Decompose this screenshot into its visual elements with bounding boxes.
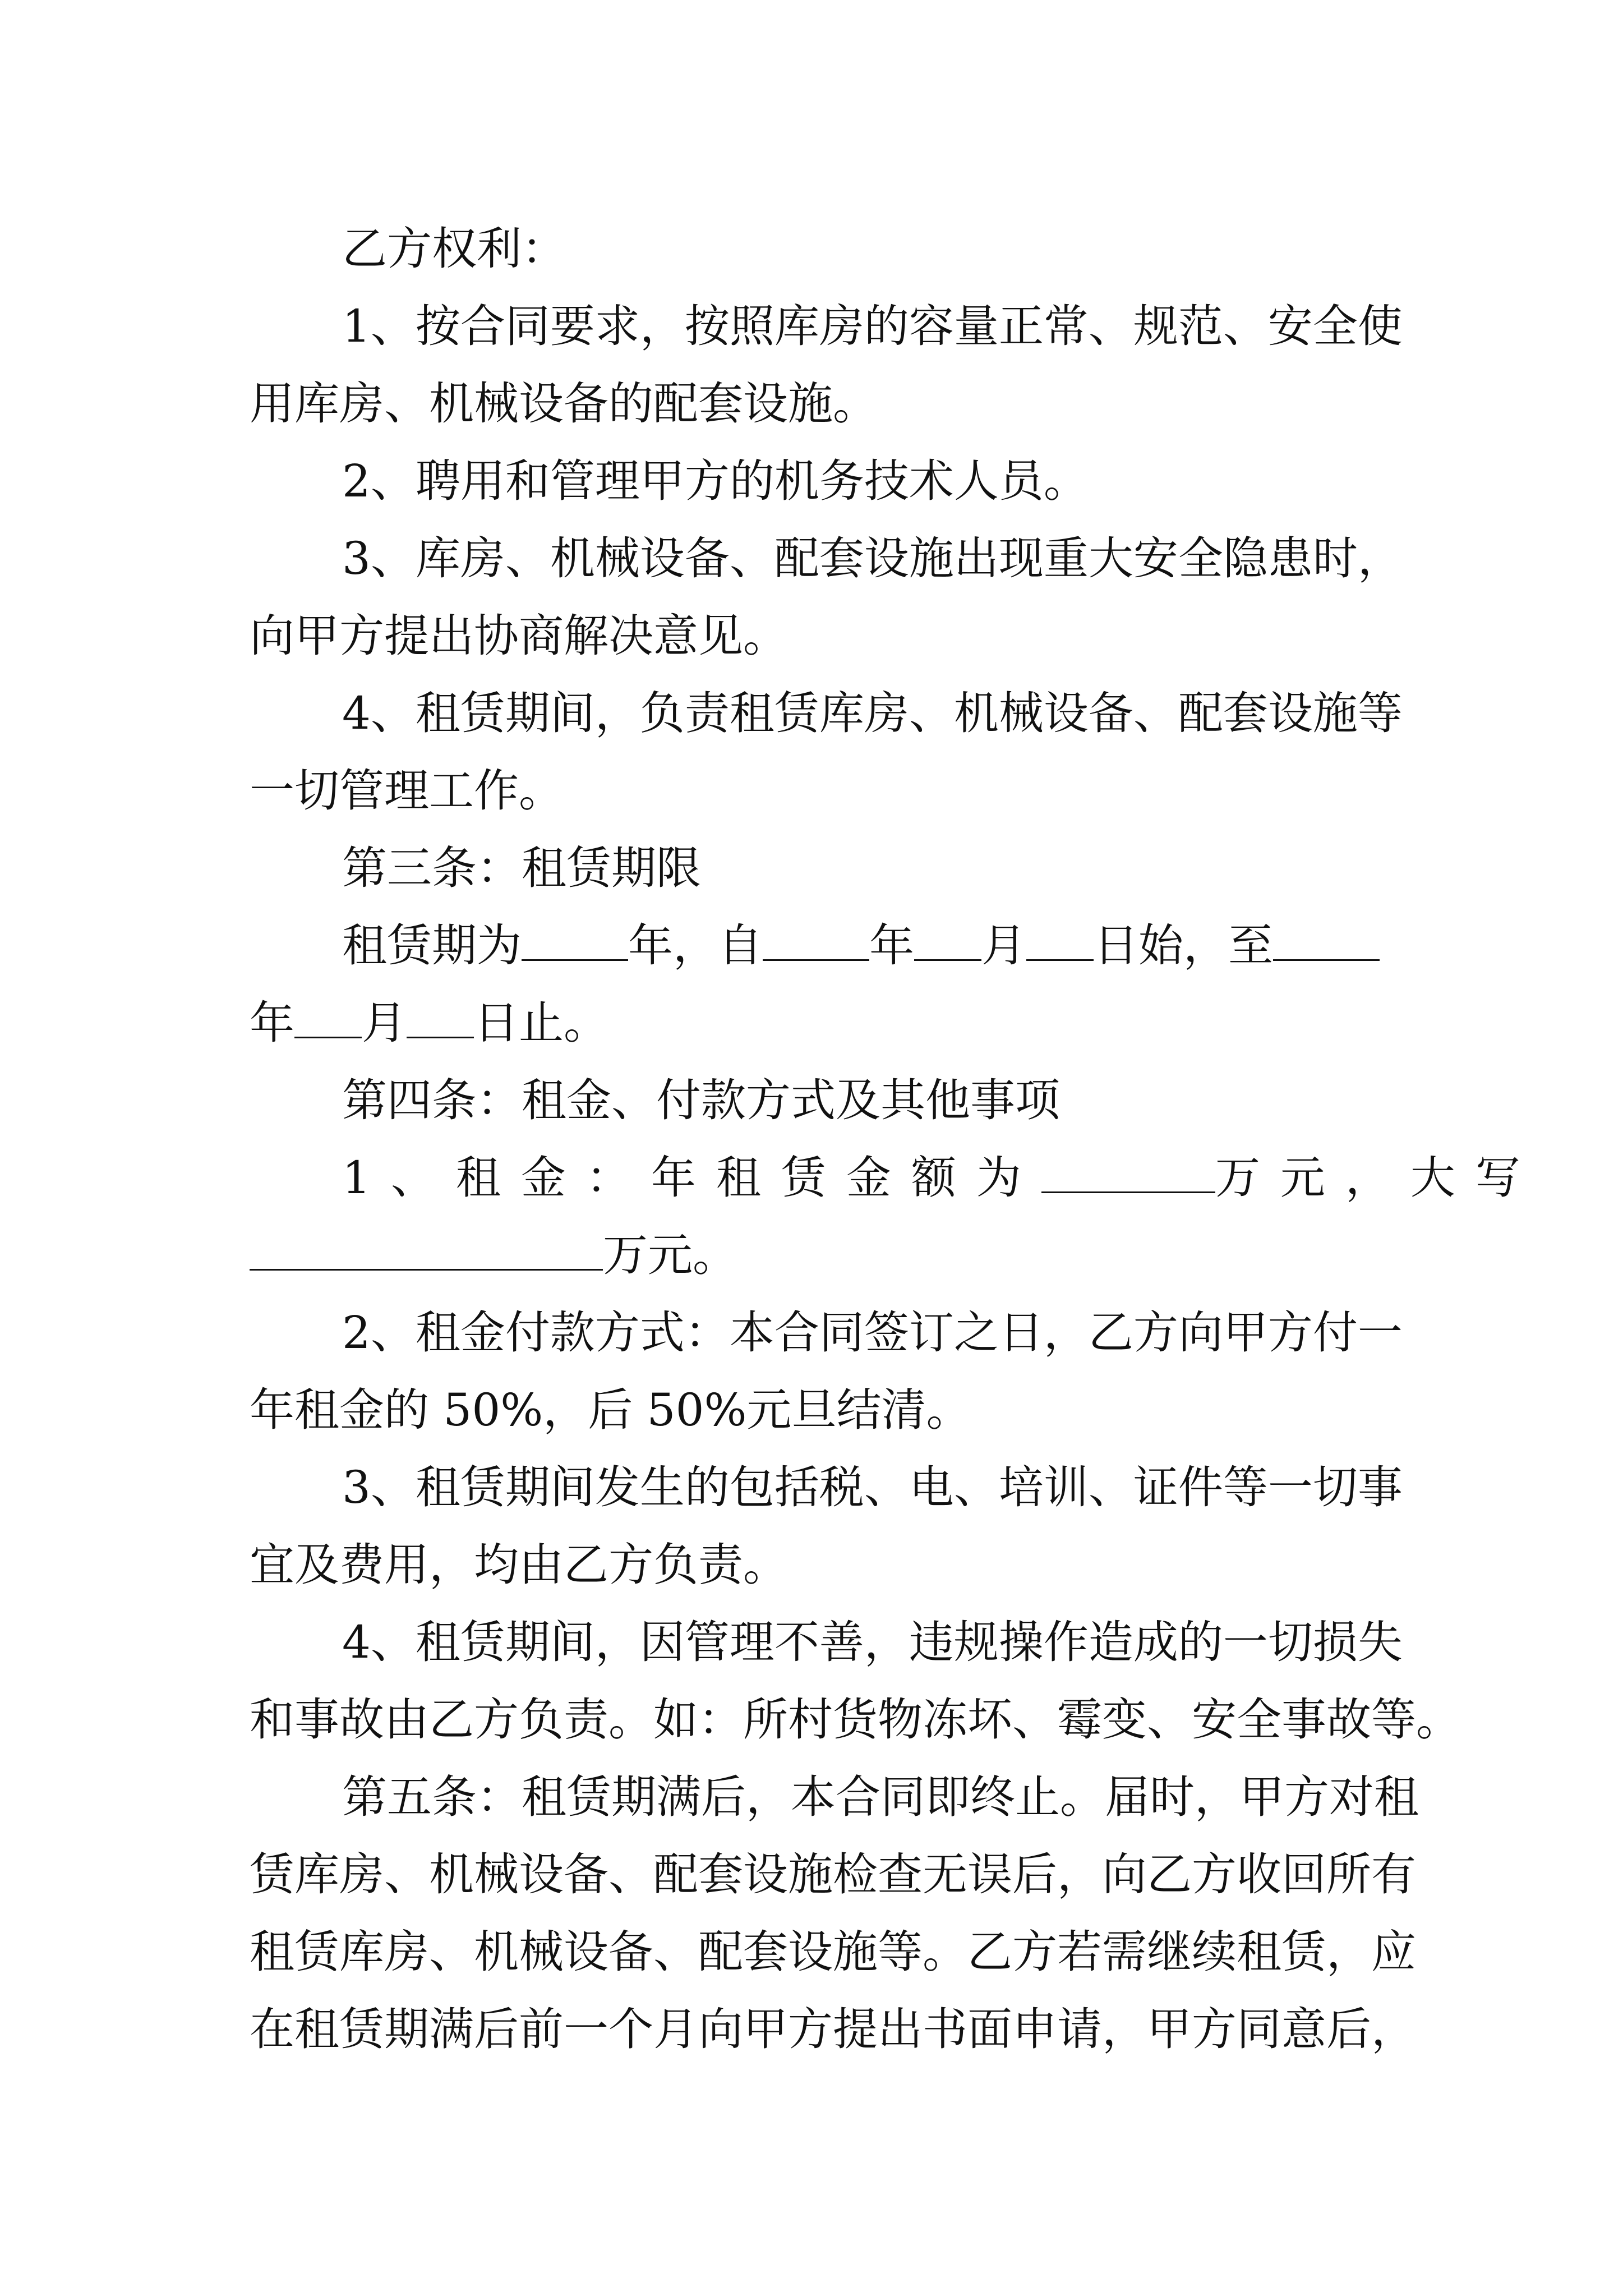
fill-blank	[407, 996, 474, 1038]
text-fragment: 日止。	[474, 997, 608, 1049]
lease-term-line-2	[250, 984, 1394, 1062]
text-fragment: 日始，至	[1094, 919, 1273, 972]
text-fragment: 月	[362, 997, 407, 1049]
paragraph-line: 2、租金付款方式：本合同签订之日，乙方向甲方付一	[342, 1306, 1403, 1359]
paragraph-line: 用库房、机械设备的配套设施。	[250, 378, 878, 430]
text-fragment: 1、租金：年租赁金额为	[342, 1152, 1041, 1204]
fill-blank	[294, 996, 362, 1038]
rent-line-1	[250, 1139, 1541, 1217]
rent-line-2	[250, 1217, 1394, 1294]
paragraph-line: 一切管理工作。	[250, 765, 564, 817]
paragraph-line: 1、按合同要求，按照库房的容量正常、规范、安全使	[342, 300, 1403, 352]
article-heading-4: 第四条：租金、付款方式及其他事项	[342, 1074, 1060, 1126]
paragraph-line: 在租赁期满后前一个月向甲方提出书面申请，甲方同意后，	[250, 2003, 1416, 2055]
paragraph-line: 宜及费用，均由乙方负责。	[250, 1539, 788, 1591]
paragraph-line: 4、租赁期间，因管理不善，违规操作造成的一切损失	[342, 1616, 1403, 1668]
fill-blank	[522, 919, 628, 961]
paragraph-line: 年租金的 50%，后 50%元旦结清。	[250, 1384, 971, 1436]
article-heading-3: 第三条：租赁期限	[342, 842, 701, 894]
fill-blank	[763, 919, 869, 961]
text-fragment: 年	[250, 997, 294, 1049]
text-fragment: 年，自	[628, 919, 763, 972]
text-fragment: 万元，大写	[1215, 1152, 1541, 1204]
paragraph-line: 2、聘用和管理甲方的机务技术人员。	[342, 455, 1089, 507]
text-fragment: 年	[869, 919, 914, 972]
fill-blank	[914, 919, 981, 961]
text-fragment: 月	[981, 919, 1026, 972]
lease-term-line-1	[250, 907, 1394, 984]
paragraph-line: 向甲方提出协商解决意见。	[250, 610, 788, 662]
paragraph-line: 3、库房、机械设备、配套设施出现重大安全隐患时，	[342, 532, 1403, 585]
fill-blank	[250, 1228, 603, 1271]
section-heading-rights: 乙方权利：	[342, 223, 566, 275]
paragraph-line: 3、租赁期间发生的包括税、电、培训、证件等一切事	[342, 1461, 1403, 1513]
text-fragment: 租赁期为	[342, 919, 522, 972]
text-fragment: 万元。	[603, 1229, 737, 1281]
article-heading-5: 第五条：租赁期满后，本合同即终止。届时，甲方对租	[342, 1771, 1419, 1823]
paragraph-line: 和事故由乙方负责。如：所村货物冻坏、霉变、安全事故等。	[250, 1694, 1461, 1746]
fill-blank	[1273, 919, 1380, 961]
paragraph-line: 4、租赁期间，负责租赁库房、机械设备、配套设施等	[342, 687, 1403, 739]
paragraph-line: 赁库房、机械设备、配套设施检查无误后，向乙方收回所有	[250, 1848, 1416, 1901]
paragraph-line: 租赁库房、机械设备、配套设施等。乙方若需继续租赁，应	[250, 1926, 1416, 1978]
fill-blank	[1041, 1151, 1215, 1193]
fill-blank	[1026, 919, 1094, 961]
document-body	[250, 210, 1541, 2068]
